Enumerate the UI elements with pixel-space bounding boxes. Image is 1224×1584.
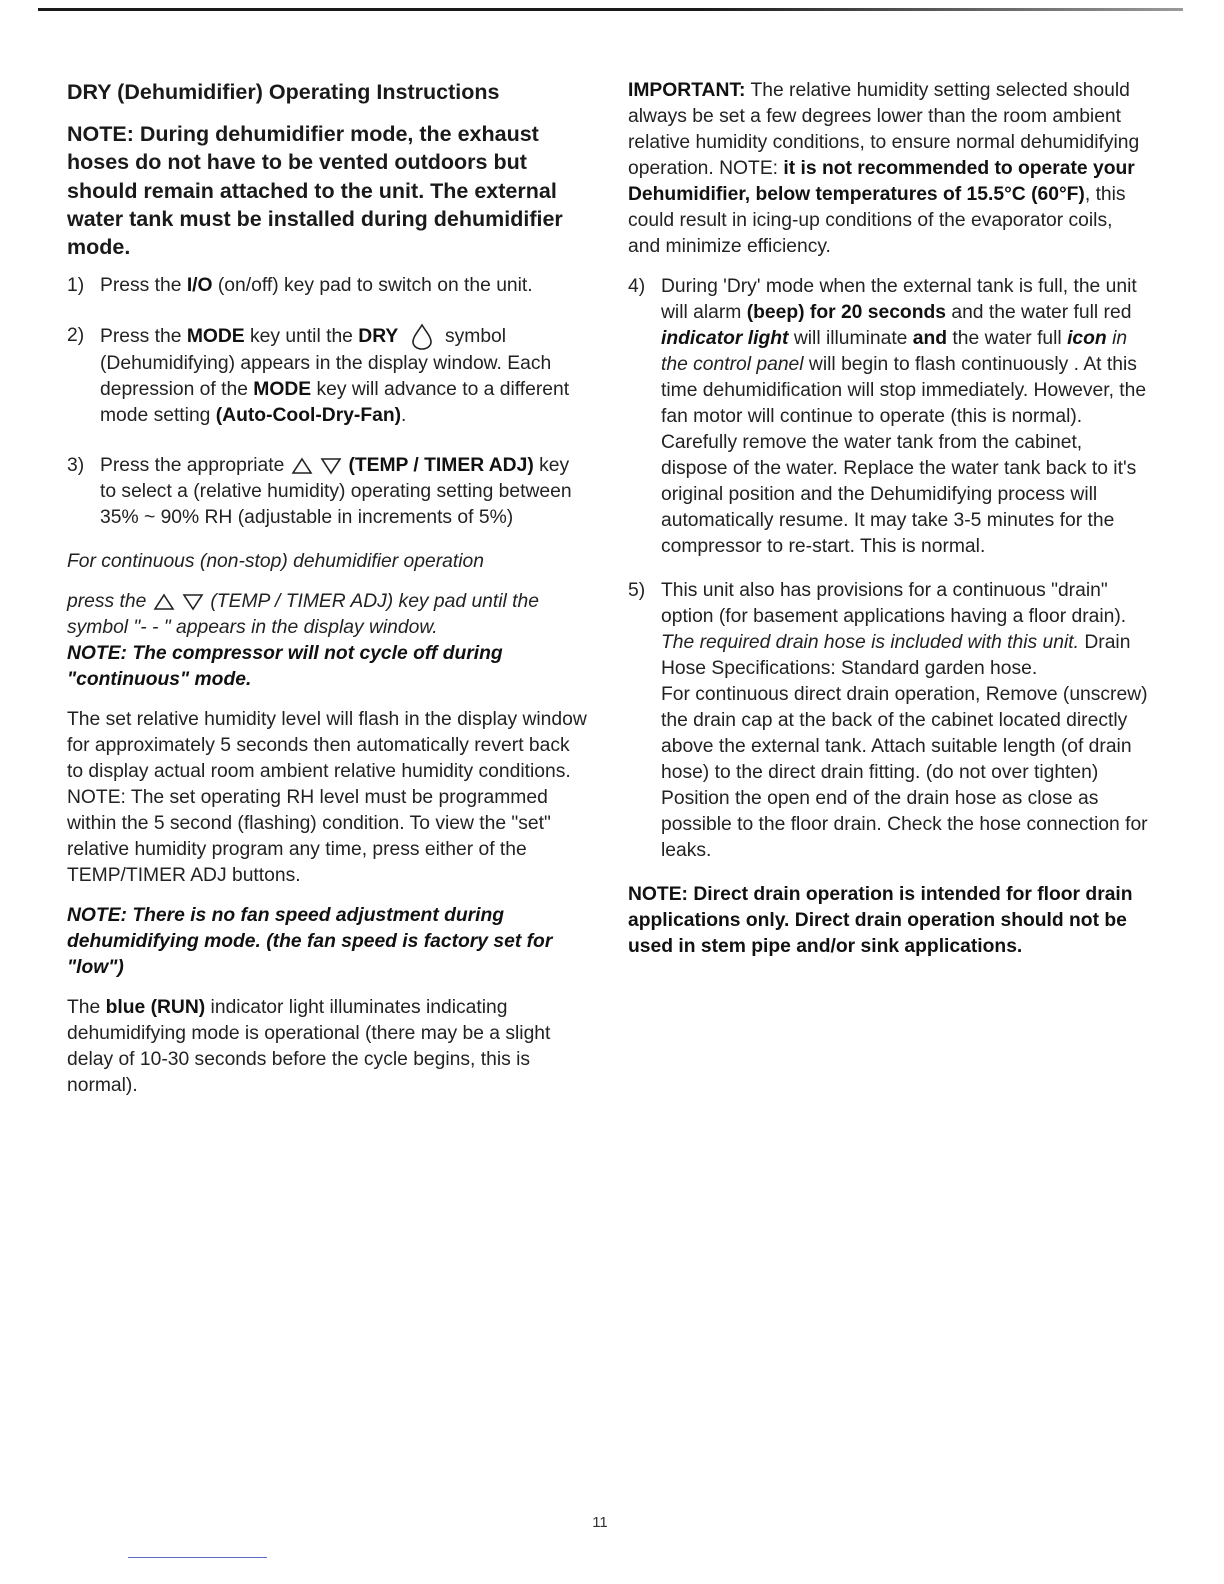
top-rule-fade <box>700 8 1183 11</box>
step-5 <box>628 578 1148 864</box>
step-4-text: During 'Dry' mode when the external tank is full, the unit will alarm (beep) for 20 seconds and the water full red indicator light will illuminate and the water full icon in the control panel will begin to flash continuously . At this time dehumidification will stop immediately. However, the fan motor will continue to operate (this is normal). Carefully remove the water tank from the cabinet, dispose of the water. Replace the water tank back to it's original position and the Dehumidifying process will automatically resume. It may take 3-5 minutes for the compressor to re-start. This is normal. <box>661 276 1147 557</box>
step-2 <box>67 323 587 429</box>
step-1-text: Press the I/O (on/off) key pad to switch on the unit. <box>100 275 533 297</box>
right-column <box>628 78 1148 974</box>
step-number: 1) <box>67 275 85 297</box>
continuous-mode-instructions: press the (TEMP / TIMER ADJ) key pad until the symbol "- - " appears in the display window. <box>67 591 539 639</box>
triangle-up-icon <box>152 592 176 612</box>
left-column <box>67 78 587 1113</box>
fan-speed-note: NOTE: There is no fan speed adjustment during dehumidifying mode. (the fan speed is factory set for "low") <box>67 905 553 979</box>
step-1 <box>67 273 587 299</box>
step-2-text: Press the MODE key until the DRY symbol (Dehumidifying) appears in the display window. Each depression of the MODE key will advance to a different mode setting (Auto-Cool-Dry-Fan). <box>100 323 587 429</box>
step-3 <box>67 453 587 531</box>
triangle-down-icon <box>181 592 205 612</box>
dehumidifier-mode-note: NOTE: During dehumidifier mode, the exhaust hoses do not have to be vented outdoors but should remain attached to the unit. The external water tank must be installed during dehumidifier mode. <box>67 122 563 260</box>
step-number: 5) <box>628 580 646 601</box>
step-number: 2) <box>67 325 85 347</box>
important-paragraph: IMPORTANT: The relative humidity setting selected should always be set a few degrees lower than the room ambient relative humidity conditions, to ensure normal dehumidifying operation. NOTE: it is not recommended to operate your Dehumidifier, below temperatures of 15.5°C (60°F), this could result in icing-up conditions of the evaporator coils, and minimize efficiency. <box>628 80 1140 257</box>
step-5-text: This unit also has provisions for a continuous "drain" option (for basement applications having a floor drain). The required drain hose is included with this unit. Drain Hose Specifications: Standard garden hose. For continuous direct drain operation, Remove (unscrew) the drain cap at the back of the cabinet located directly above the external tank. Attach suitable length (of drain hose) to the direct drain fitting. (do not over tighten) Position the open end of the drain hose as close as possible to the floor drain. Check the hose connection for leaks. <box>661 580 1148 861</box>
set-humidity-paragraph: The set relative humidity level will flash in the display window for approximately 5 seconds then automatically revert back to display actual room ambient relative humidity conditions. NOTE: The set operating RH level must be programmed within the 5 second (flashing) condition. To view the "set" relative humidity program any time, press either of the TEMP/TIMER ADJ buttons. <box>67 709 587 887</box>
run-indicator-paragraph: The blue (RUN) indicator light illuminates indicating dehumidifying mode is operational (there may be a slight delay of 10-30 seconds before the cycle begins, this is normal). <box>67 997 551 1097</box>
triangle-up-icon <box>290 456 314 476</box>
step-4 <box>628 274 1148 560</box>
step-number: 3) <box>67 455 85 477</box>
triangle-down-icon <box>319 456 343 476</box>
compressor-note: NOTE: The compressor will not cycle off during "continuous" mode. <box>67 643 503 691</box>
section-heading: DRY (Dehumidifier) Operating Instructions <box>67 80 500 104</box>
footer-link-underline <box>128 1557 267 1558</box>
step-3-text: Press the appropriate (TEMP / TIMER ADJ) key to select a (relative humidity) operating setting between 35% ~ 90% RH (adjustable in increments of 5%) <box>100 455 572 529</box>
continuous-mode-intro: For continuous (non-stop) dehumidifier operation <box>67 551 484 573</box>
step-number: 4) <box>628 276 646 297</box>
direct-drain-note: NOTE: Direct drain operation is intended for floor drain applications only. Direct drain operation should not be used in stem pipe and/or sink applications. <box>628 884 1133 957</box>
page-number: 11 <box>592 1514 608 1531</box>
water-drop-icon <box>404 323 440 351</box>
